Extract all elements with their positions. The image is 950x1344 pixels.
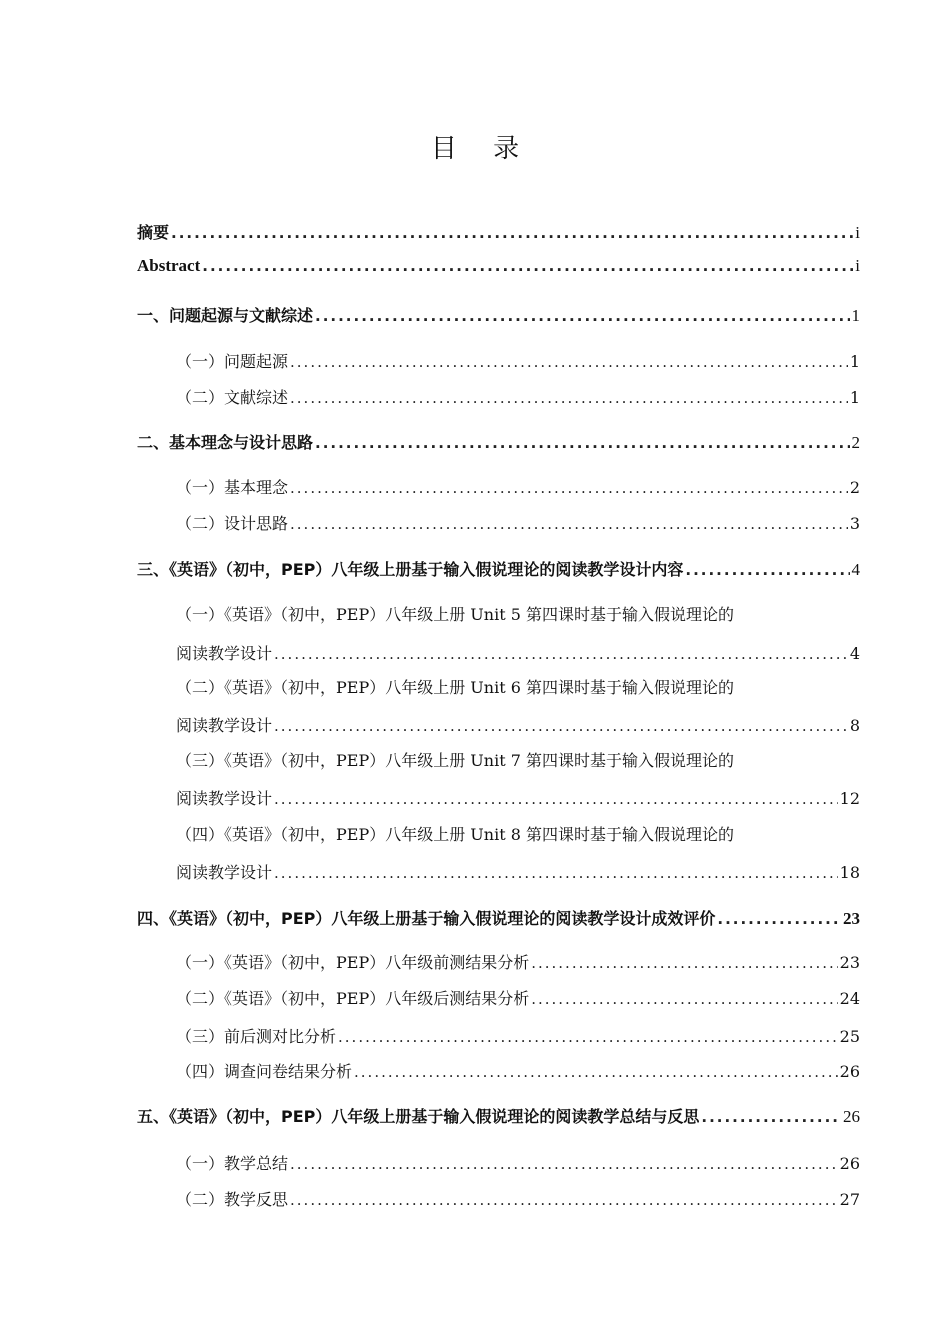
toc-entry-section-4-4[interactable] [176,1059,860,1082]
toc-entry-label: 二、基本理念与设计思路 [137,433,314,452]
dot-leader [315,434,849,452]
toc-page-number: 25 [839,1027,860,1046]
toc-entry-section-2-1[interactable] [176,475,860,498]
toc-entry-abstract-en[interactable] [137,256,860,276]
toc-entry-label: 阅读教学设计 [176,644,273,663]
toc-entry-section-5-1[interactable] [176,1151,860,1174]
toc-page-number: 23 [839,953,860,972]
toc-entry-label: （二）《英语》（初中，PEP）八年级后测结果分析 [176,989,530,1008]
toc-page-number: 24 [839,989,860,1008]
toc-entry-label: （三）前后测对比分析 [176,1027,337,1046]
toc-entry-chapter-2[interactable] [137,430,860,453]
toc-page-number: 2 [849,478,860,497]
dot-leader [290,389,848,407]
toc-page-number: 4 [849,644,860,663]
dot-leader [290,479,848,497]
toc-entry-label: （二）教学反思 [176,1190,289,1209]
dot-leader [354,1063,838,1081]
toc-entry-label: （二）设计思路 [176,514,289,533]
toc-entry-label: （一）教学总结 [176,1154,289,1173]
toc-page-number: i [855,223,860,242]
toc-page-number: 27 [839,1190,860,1209]
toc-entry-label: 阅读教学设计 [176,863,273,882]
toc-entry-abstract-cn[interactable] [137,220,860,243]
toc-entry-section-3-1[interactable] [176,641,860,664]
toc-entry-label: （一）问题起源 [176,352,289,371]
toc-entry-chapter-4[interactable] [137,906,860,929]
toc-entry-label: 四、《英语》（初中，PEP）八年级上册基于输入假说理论的阅读教学设计成效评价 [137,909,716,928]
toc-page-number: 26 [839,1154,860,1173]
dot-leader [274,645,848,663]
toc-page-number: 2 [851,433,860,452]
toc-entry-section-3-3[interactable] [176,786,860,809]
toc-entry-section-2-2[interactable] [176,511,860,534]
toc-entry-label: Abstract [137,256,201,275]
toc-page-number: 18 [839,863,860,882]
toc-entry-section-3-3-line1[interactable]: （三）《英语》（初中，PEP）八年级上册 Unit 7 第四课时基于输入假说理论的 [176,751,734,770]
dot-leader [685,561,849,579]
toc-entry-label: 五、《英语》（初中，PEP）八年级上册基于输入假说理论的阅读教学总结与反思 [137,1107,700,1126]
toc-entry-section-3-2-line1[interactable]: （二）《英语》（初中，PEP）八年级上册 Unit 6 第四课时基于输入假说理论的 [176,678,734,697]
toc-entry-section-4-1[interactable] [176,950,860,973]
toc-page-number: 23 [843,909,860,928]
toc-page-number: 1 [849,388,860,407]
toc-entry-section-3-1-line1[interactable]: （一）《英语》（初中，PEP）八年级上册 Unit 5 第四课时基于输入假说理论的 [176,605,734,624]
toc-entry-chapter-3[interactable] [137,557,860,580]
toc-entry-label: 三、《英语》（初中，PEP）八年级上册基于输入假说理论的阅读教学设计内容 [137,560,684,579]
toc-page-number: i [855,256,860,275]
dot-leader [290,1191,838,1209]
dot-leader [315,307,849,325]
toc-entry-section-3-2[interactable] [176,713,860,736]
dot-leader [274,864,838,882]
toc-entry-label: 阅读教学设计 [176,716,273,735]
toc-page-number: 26 [843,1107,860,1126]
toc-entry-label: （四）调查问卷结果分析 [176,1062,353,1081]
toc-entry-label: （二）文献综述 [176,388,289,407]
toc-entry-label: 一、问题起源与文献综述 [137,306,314,325]
toc-page-number: 1 [851,306,860,325]
toc-entry-label: 阅读教学设计 [176,789,273,808]
toc-entry-label: （一）《英语》（初中，PEP）八年级前测结果分析 [176,953,530,972]
dot-leader [202,257,853,275]
toc-page-number: 1 [849,352,860,371]
toc-page-number: 12 [839,789,860,808]
toc-page-number: 8 [849,716,860,735]
dot-leader [290,1155,838,1173]
toc-entry-section-5-2[interactable] [176,1187,860,1210]
toc-entry-section-3-4-line1[interactable]: （四）《英语》（初中，PEP）八年级上册 Unit 8 第四课时基于输入假说理论的 [176,825,734,844]
dot-leader [531,990,837,1008]
dot-leader [290,353,848,371]
toc-entry-section-1-1[interactable] [176,349,860,372]
toc-page-number: 4 [851,560,860,579]
dot-leader [701,1108,841,1126]
toc-entry-label: 摘要 [137,223,170,242]
dot-leader [274,790,838,808]
toc-title: 目 录 [430,134,534,164]
dot-leader [717,910,841,928]
dot-leader [290,515,848,533]
dot-leader [338,1028,838,1046]
toc-page-number: 26 [839,1062,860,1081]
toc-page-number: 3 [849,514,860,533]
dot-leader [171,224,853,242]
toc-entry-label: （一）基本理念 [176,478,289,497]
toc-entry-section-4-2[interactable] [176,986,860,1009]
toc-entry-section-3-4[interactable] [176,860,860,883]
dot-leader [531,954,837,972]
toc-entry-section-4-3[interactable] [176,1024,860,1047]
toc-entry-chapter-5[interactable] [137,1104,860,1127]
toc-entry-chapter-1[interactable] [137,303,860,326]
toc-entry-section-1-2[interactable] [176,385,860,408]
dot-leader [274,717,848,735]
